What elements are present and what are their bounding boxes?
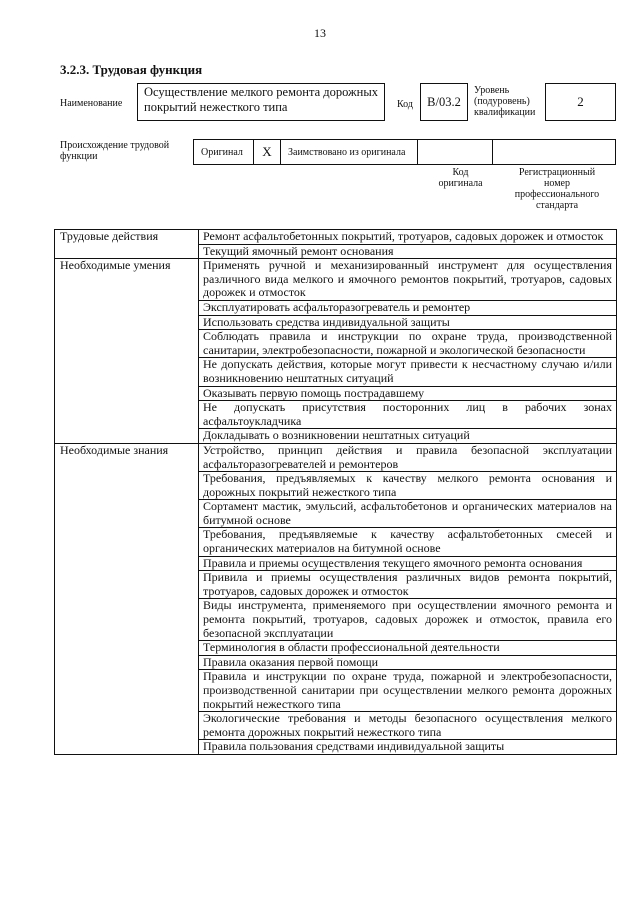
table-item: Терминология в области профессиональной деятельности xyxy=(199,641,617,656)
table-item: Сортамент мастик, эмульсий, асфальтобетонов и органических материалов на битумной основе xyxy=(199,500,617,528)
table-item: Текущий ямочный ремонт основания xyxy=(199,244,617,259)
origin-label-line: функции xyxy=(60,151,98,162)
reg-number-caption xyxy=(498,167,616,211)
table-item: Соблюдать правила и инструкции по охране труда, производственной санитарии, электробезопасности, пожарной и экологической безопасности xyxy=(199,330,617,358)
caption-line: стандарта xyxy=(535,200,579,211)
level-label xyxy=(474,85,535,118)
caption-line: оригинала xyxy=(438,178,483,189)
table-item: Оказывать первую помощь пострадавшему xyxy=(199,386,617,401)
category-knowledge: Необходимые знания xyxy=(55,443,199,754)
table-item: Использовать средства индивидуальной защиты xyxy=(199,315,617,330)
section-title: 3.2.3. Трудовая функция xyxy=(60,62,203,77)
table-item: Экологические требования и методы безопасного осуществления мелкого ремонта дорожных покрытий нежесткого типа xyxy=(199,712,617,740)
table-item: Виды инструмента, применяемого при осуществлении ямочного ремонта и ремонта покрытий, тротуаров, садовых дорожек и отмосток, правила его безопасной эксплуатации xyxy=(199,599,617,641)
requirements-table xyxy=(54,229,617,755)
table-row xyxy=(55,259,617,301)
table-item: Правила и приемы осуществления текущего ямочного ремонта основания xyxy=(199,556,617,571)
caption-line: Регистрационный xyxy=(518,167,596,178)
origin-code-caption xyxy=(423,167,498,189)
borrowed-label: Заимствовано из оригинала xyxy=(281,140,418,164)
table-item: Правила оказания первой помощи xyxy=(199,655,617,670)
original-label: Оригинал xyxy=(194,140,254,164)
level-label-line: квалификации xyxy=(474,107,536,118)
caption-line: Код xyxy=(452,167,469,178)
qualification-level-field: 2 xyxy=(545,83,616,121)
origin-label-line: Происхождение трудовой xyxy=(60,140,170,151)
reg-number-cell xyxy=(493,140,615,164)
level-label-line: Уровень xyxy=(474,85,510,96)
caption-line: номер xyxy=(544,178,570,189)
table-item: Не допускать действия, которые могут привести к несчастному случаю и/или возникновению нештатных ситуаций xyxy=(199,358,617,386)
name-label: Наименование xyxy=(60,98,123,109)
table-item: Требования, предъявляемые к качеству асфальтобетонных смесей и органических материалов на битумной основе xyxy=(199,528,617,556)
table-item: Привила и приемы осуществления различных видов ремонта покрытий, тротуаров, садовых дорожек и отмосток xyxy=(199,571,617,599)
caption-line: профессионального xyxy=(514,189,600,200)
code-label: Код xyxy=(397,99,413,110)
table-item: Эксплуатировать асфальторазогреватель и ремонтер xyxy=(199,300,617,315)
table-row xyxy=(55,443,617,471)
table-item: Требования, предъявляемых к качеству мелкого ремонта основания и дорожных покрытий нежесткого типа xyxy=(199,472,617,500)
table-item: Правила и инструкции по охране труда, пожарной и электробезопасности, производственной санитарии при осуществлении мелкого ремонта дорожных покрытий нежесткого типа xyxy=(199,670,617,712)
table-item: Правила пользования средствами индивидуальной защиты xyxy=(199,740,617,755)
level-label-line: (подуровень) xyxy=(474,96,530,107)
page-number: 13 xyxy=(314,26,326,40)
category-skills: Необходимые умения xyxy=(55,259,199,444)
function-code-field: B/03.2 xyxy=(420,83,468,121)
origin-row xyxy=(193,139,616,165)
function-name-field: Осуществление мелкого ремонта дорожных покрытий нежесткого типа xyxy=(137,83,385,121)
table-item: Докладывать о возникновении нештатных ситуаций xyxy=(199,429,617,444)
table-item: Не допускать присутствия посторонних лиц в рабочих зонах асфальтоукладчика xyxy=(199,401,617,429)
category-labor-actions: Трудовые действия xyxy=(55,230,199,259)
table-item: Ремонт асфальтобетонных покрытий, тротуаров, садовых дорожек и отмосток xyxy=(199,230,617,245)
table-item: Применять ручной и механизированный инструмент для осуществления различного вида мелкого и ямочного ремонтов покрытий, тротуаров, садовых дорожек и отмосток xyxy=(199,259,617,301)
origin-label xyxy=(60,140,169,162)
table-row xyxy=(55,230,617,245)
table-item: Устройство, принцип действия и правила безопасной эксплуатации асфальторазогревателей и ремонтеров xyxy=(199,443,617,471)
origin-code-cell xyxy=(418,140,493,164)
original-mark: X xyxy=(254,140,281,164)
